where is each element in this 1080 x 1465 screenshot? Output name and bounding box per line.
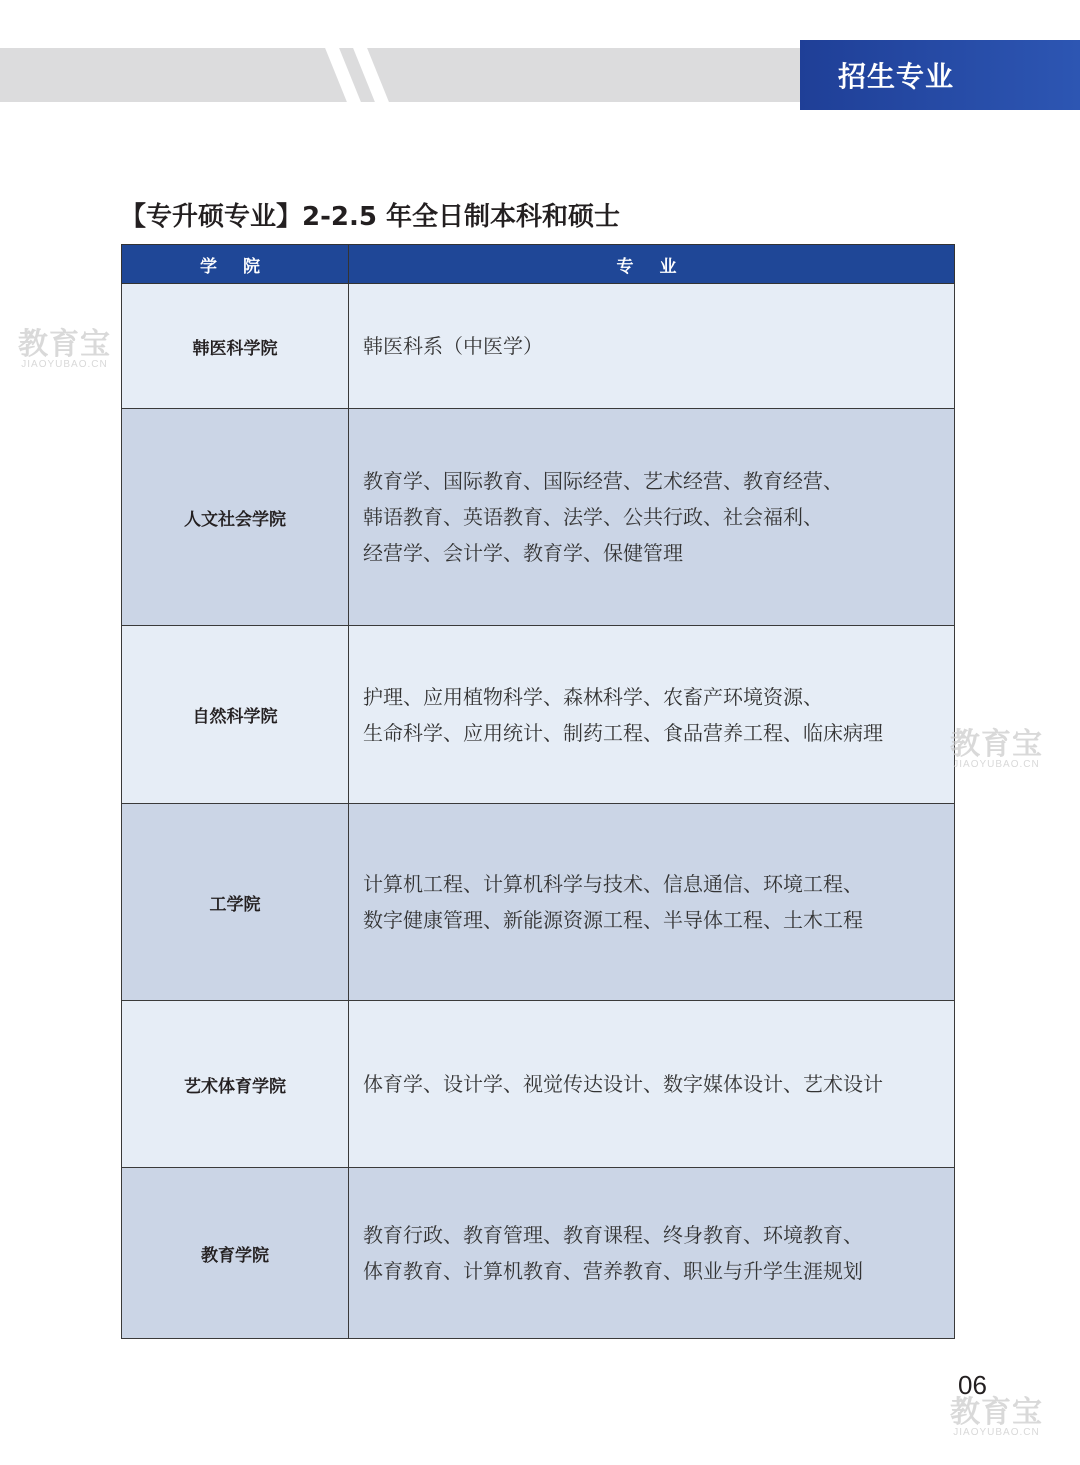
major-line: 韩语教育、英语教育、法学、公共行政、社会福利、 — [363, 505, 823, 529]
college-cell: 艺术体育学院 — [122, 1001, 349, 1168]
college-cell: 自然科学院 — [122, 626, 349, 804]
watermark-domain: JIAOYUBAO.CN — [953, 759, 1040, 770]
table-header-row — [122, 245, 955, 284]
watermark-text: 教育宝 — [950, 1395, 1043, 1430]
college-cell: 教育学院 — [122, 1168, 349, 1339]
table-row — [122, 804, 955, 1001]
college-cell: 韩医科学院 — [122, 284, 349, 409]
college-cell: 人文社会学院 — [122, 409, 349, 626]
table-row — [122, 409, 955, 626]
major-line: 计算机工程、计算机科学与技术、信息通信、环境工程、 — [363, 872, 863, 896]
watermark-domain: JIAOYUBAO.CN — [953, 1427, 1040, 1438]
watermark-text: 教育宝 — [18, 327, 111, 362]
watermark — [950, 1395, 1043, 1438]
major-cell — [349, 1168, 955, 1339]
header-band — [0, 48, 820, 102]
table-row — [122, 284, 955, 409]
major-cell — [349, 284, 955, 409]
major-line: 教育行政、教育管理、教育课程、终身教育、环境教育、 — [363, 1223, 863, 1247]
watermark — [18, 327, 111, 370]
section-tab — [800, 40, 1080, 110]
watermark — [950, 727, 1043, 770]
major-cell — [349, 409, 955, 626]
table-row — [122, 626, 955, 804]
table-row — [122, 1168, 955, 1339]
major-cell — [349, 804, 955, 1001]
major-line: 数字健康管理、新能源资源工程、半导体工程、土木工程 — [363, 908, 863, 932]
majors-table — [121, 244, 955, 1339]
major-line: 护理、应用植物科学、森林科学、农畜产环境资源、 — [363, 684, 823, 709]
major-line: 体育学、设计学、视觉传达设计、数字媒体设计、艺术设计 — [363, 1072, 883, 1096]
watermark-text: 教育宝 — [950, 727, 1043, 762]
major-cell — [349, 1001, 955, 1168]
page-number: 06 — [958, 1370, 987, 1400]
column-header-college: 学 院 — [122, 245, 349, 284]
table-row — [122, 1001, 955, 1168]
major-line: 韩医科系（中医学） — [363, 334, 543, 358]
column-header-major: 专 业 — [349, 245, 955, 284]
page-title: 【专升硕专业】2-2.5 年全日制本科和硕士 — [120, 202, 620, 232]
major-line: 教育学、国际教育、国际经营、艺术经营、教育经营、 — [363, 469, 843, 493]
major-line: 生命科学、应用统计、制药工程、食品营养工程、临床病理 — [363, 720, 883, 745]
major-cell — [349, 626, 955, 804]
college-cell: 工学院 — [122, 804, 349, 1001]
major-line: 体育教育、计算机教育、营养教育、职业与升学生涯规划 — [363, 1259, 863, 1283]
watermark-domain: JIAOYUBAO.CN — [21, 359, 108, 370]
major-line: 经营学、会计学、教育学、保健管理 — [363, 541, 683, 565]
section-label: 招生专业 — [838, 60, 955, 93]
